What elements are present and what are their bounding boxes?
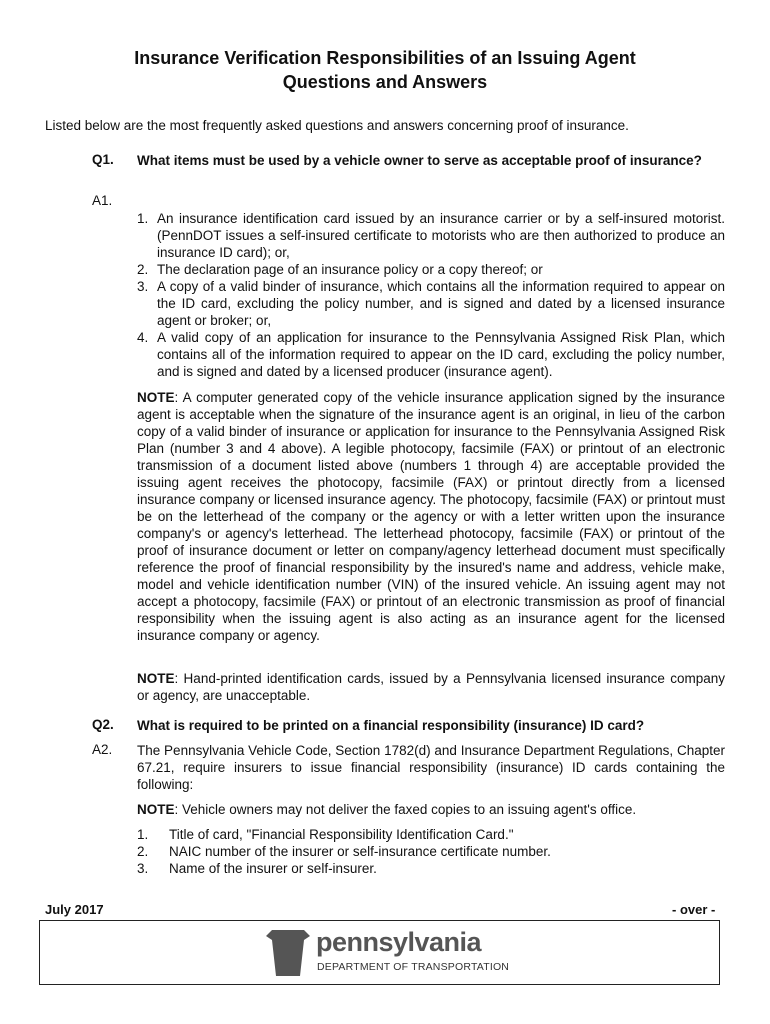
list-item: 2. NAIC number of the insurer or self-insurance certificate number. (137, 844, 551, 859)
a2-list (137, 826, 725, 877)
keystone-icon (262, 930, 314, 978)
q2-text: What is required to be printed on a financial responsibility (insurance) ID card? (137, 718, 645, 733)
list-item: 3. A copy of a valid binder of insurance, which contains all the information required to appear on the ID card, excluding the policy number, and is signed and dated by a licensed insurance agent or broker; or, (137, 279, 725, 328)
footer-over: - over - (672, 902, 716, 917)
q1-text: What items must be used by a vehicle owner to serve as acceptable proof of insurance? (137, 153, 702, 168)
a1-label: A1. (92, 193, 113, 208)
list-item: 4. A valid copy of an application for insurance to the Pennsylvania Assigned Risk Plan, which contains all of the information required to appear on the ID card, excluding the policy number, and is signed and dated by a licensed producer (insurance agent). (137, 330, 725, 379)
a1-list (137, 210, 725, 380)
list-item: 2. The declaration page of an insurance policy or a copy thereof; or (137, 262, 543, 277)
q1-label: Q1. (92, 152, 114, 167)
list-item: 1. An insurance identification card issued by an insurance carrier or by a self-insured motorist. (PennDOT issues a self-insured certificate to motorists who are then authorized to produce an insurance ID card); or, (137, 211, 725, 260)
a2-text: The Pennsylvania Vehicle Code, Section 1782(d) and Insurance Department Regulations, Chapter 67.21, require insurers to issue financial responsibility (insurance) ID cards containing the following: (137, 743, 725, 792)
q2-label: Q2. (92, 717, 114, 732)
logo-wordmark: pennsylvania (316, 927, 482, 957)
logo-subtitle: DEPARTMENT OF TRANSPORTATION (317, 961, 510, 973)
list-item: 1. Title of card, "Financial Responsibility Identification Card." (137, 827, 514, 842)
page-title (40, 46, 730, 94)
a1-note-1: NOTE: A computer generated copy of the vehicle insurance application signed by the insurance agent is acceptable when the signature of the insurance agent is an original, in lieu of the carbon copy of a valid binder of insurance or application for insurance to the Pennsylvania Assigned Risk Plan (number 3 and 4 above). A legible photocopy, facsimile (FAX) or printout of an electronic transmission of a document listed above (numbers 1 through 4) are acceptable provided the issuing agent receives the photocopy, facsimile (FAX) or printout directly from a licensed insurance company or licensed insurance agency. The photocopy, facsimile (FAX) or printout must be on the letterhead of the company or the agency or with a letter written upon the insurance company's or agency's letterhead. The letterhead photocopy, facsimile (FAX) or printout of the proof of insurance document or letter on company/agency letterhead document must specifically reference the proof of financial responsibility by the insured's name and address, vehicle make, model and vehicle identification number (VIN) of the insured vehicle. An issuing agent may not accept a photocopy, facsimile (FAX) or printout of an electronic transmission as proof of financial responsibility when the issuing agent is also acting as an insurance agent for the licensed insurance company or agency. (137, 390, 725, 643)
logo-banner (39, 920, 720, 985)
title-line-2: Questions and Answers (282, 72, 488, 92)
a2-label: A2. (92, 742, 113, 757)
title-line-1: Insurance Verification Responsibilities of an Issuing Agent (134, 48, 636, 68)
footer-date: July 2017 (45, 902, 104, 917)
intro-text: Listed below are the most frequently asked questions and answers concerning proof of insurance. (45, 118, 629, 133)
a2-note: NOTE: Vehicle owners may not deliver the faxed copies to an issuing agent's office. (137, 802, 637, 817)
a1-note-2: NOTE: Hand-printed identification cards, issued by a Pennsylvania licensed insurance company or agency, are unacceptable. (137, 671, 725, 703)
list-item: 3. Name of the insurer or self-insurer. (137, 861, 377, 876)
